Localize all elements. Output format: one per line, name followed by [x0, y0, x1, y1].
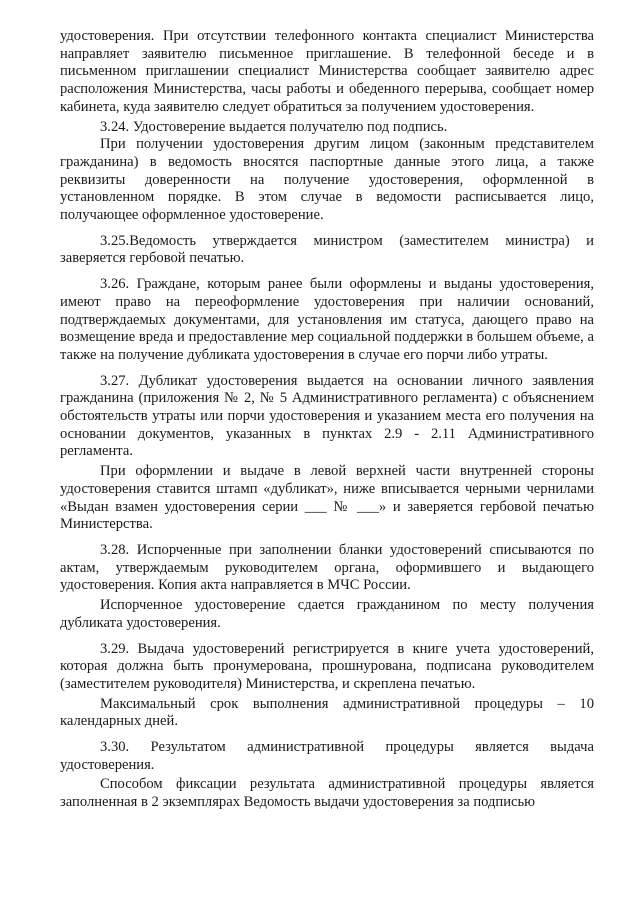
paragraph-3-28: 3.28. Испорченные при заполнении бланки удостоверений списываются по актам, утверждаемым руководителем органа, оформившего и выдающего удостоверения. Копия акта направляется в МЧС России. — [60, 541, 594, 594]
paragraph-3-26: 3.26. Граждане, которым ранее были оформлены и выданы удостоверения, имеют право на переоформление удостоверения при наличии оснований, подтверждаемых документами, для установления им статуса, дающего право на возмещение вреда и предоставление мер социальной поддержки в большем объеме, а также на получение дубликата удостоверения в случае его порчи либо утраты. — [60, 276, 594, 363]
paragraph-3-24: 3.24. Удостоверение выдается получателю под подпись. — [100, 118, 448, 135]
paragraph-3-25: 3.25.Ведомость утверждается министром (заместителем министра) и заверяется гербовой печатью. — [60, 232, 594, 267]
paragraph-max-term: Максимальный срок выполнения административной процедуры – 10 календарных дней. — [60, 695, 594, 730]
paragraph-spoiled-certificate: Испорченное удостоверение сдается гражданином по месту получения дубликата удостоверения. — [60, 597, 594, 631]
paragraph-duplicate-stamp: При оформлении и выдаче в левой верхней части внутренней стороны удостоверения ставится штамп «дубликат», ниже вписывается черными чернилами «Выдан взамен удостоверения серии ___ № ___» и заверяется гербовой печатью Министерства. — [60, 463, 594, 533]
paragraph-representative: При получении удостоверения другим лицом (законным представителем гражданина) в ведомость вносятся паспортные данные этого лица, а также реквизиты доверенности на получение удостоверения, оформленной в установленном порядке. В этом случае в ведомости расписывается лицо, получающее оформленное удостоверение. — [60, 136, 594, 224]
paragraph-3-27: 3.27. Дубликат удостоверения выдается на основании личного заявления гражданина (приложения № 2, № 5 Административного регламента) с объяснением обстоятельств утраты или порчи удостоверения и указанием места его получения на основании документов, указанных в пунктах 2.9 - 2.11 Административного регламента. — [60, 372, 594, 460]
paragraph-3-29: 3.29. Выдача удостоверений регистрируется в книге учета удостоверений, которая должна быть пронумерована, прошнурована, подписана руководителем (заместителем руководителя) Министерства, и скреплена печатью. — [60, 640, 594, 692]
paragraph-3-30: 3.30. Результатом административной процедуры является выдача удостоверения. — [60, 739, 594, 773]
paragraph-continuation: удостоверения. При отсутствии телефонного контакта специалист Министерства направляет заявителю письменное приглашение. В телефонной беседе и в письменном приглашении специалист Министерства сообщает заявителю адрес расположения Министерства, часы работы и обеденного перерыва, сообщает номер кабинета, куда заявителю следует обратиться за получением удостоверения. — [60, 28, 594, 115]
paragraph-fixation-method: Способом фиксации результата административной процедуры является заполненная в 2 экземплярах Ведомость выдачи удостоверения за подписью — [60, 776, 594, 811]
